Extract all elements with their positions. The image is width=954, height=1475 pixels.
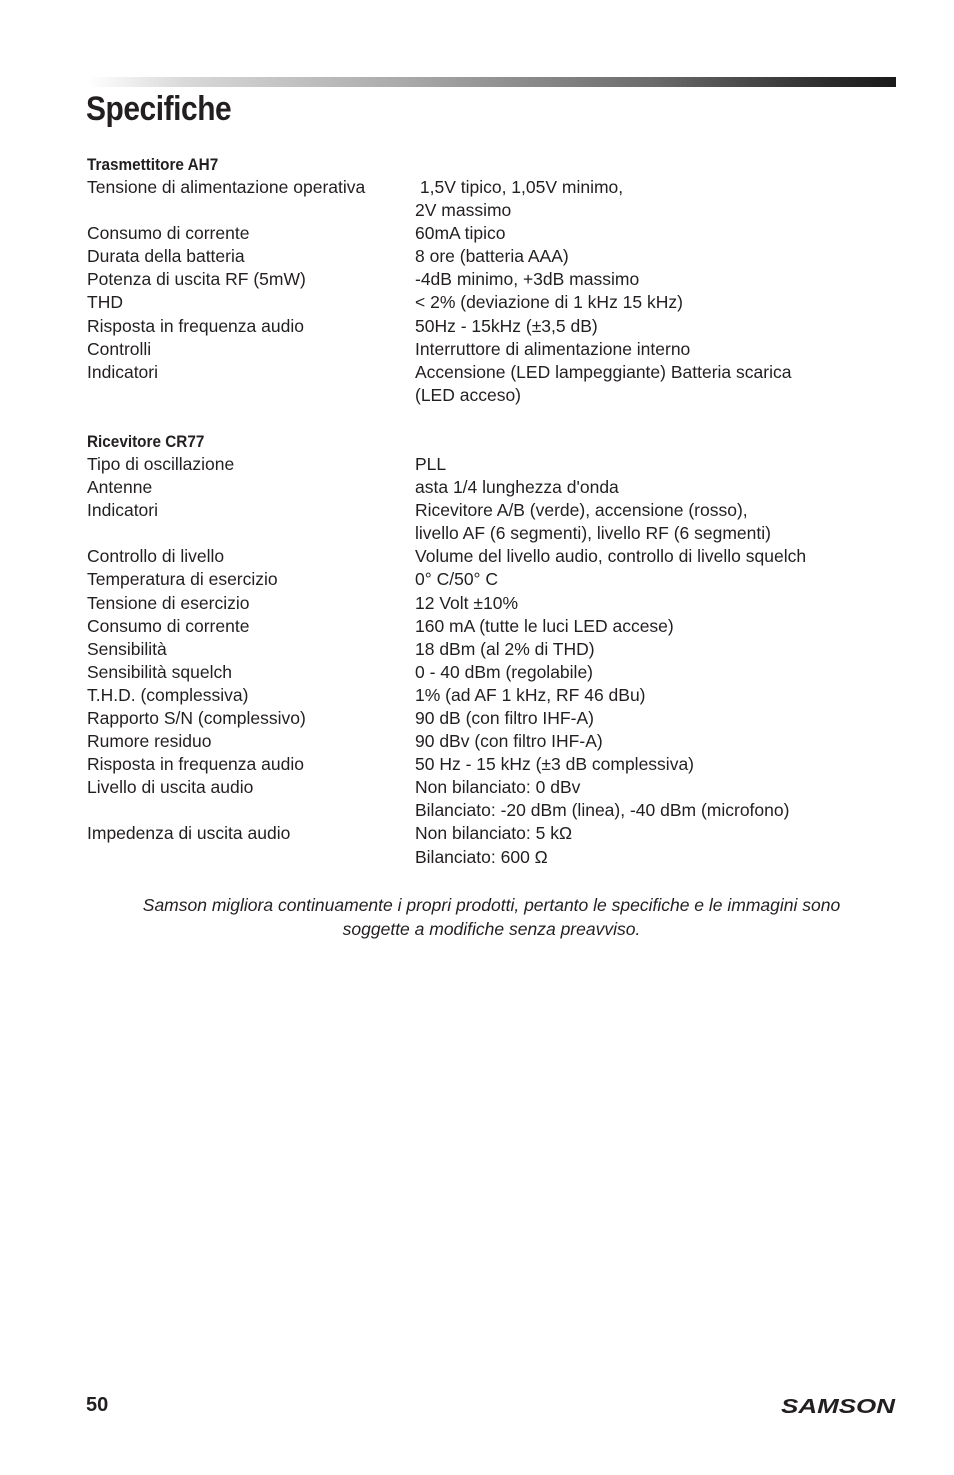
spec-value [415,268,887,291]
receiver-spec-row [87,592,887,615]
spec-label: Rumore residuo [87,731,212,752]
spec-value [415,730,887,753]
transmitter-heading: Trasmettitore AH7 [87,155,219,174]
spec-label: Controlli [87,338,152,359]
spec-value-line: 60mA tipico [415,223,506,244]
spec-value-line: 2V massimo [415,200,512,221]
receiver-spec-row [87,545,887,568]
spec-value-line: (LED acceso) [415,384,522,405]
spec-value-line: asta 1/4 lunghezza d'onda [415,477,619,498]
spec-value [415,338,887,361]
receiver-spec-row [87,499,887,545]
spec-value-line: 12 Volt ±10% [415,592,519,613]
receiver-spec-row [87,615,887,638]
spec-value [415,361,887,407]
spec-value [415,499,887,545]
spec-value [415,822,887,868]
spec-label: THD [87,292,123,313]
spec-label: Tipo di oscillazione [87,453,235,474]
receiver-spec-row [87,776,887,822]
spec-label: Sensibilità [87,638,167,659]
spec-value-line: 18 dBm (al 2% di THD) [415,638,595,659]
spec-label: Temperatura di esercizio [87,569,278,590]
spec-value-line: Non bilanciato: 0 dBv [415,777,581,798]
spec-label: Durata della batteria [87,246,245,267]
page-number: 50 [86,1394,109,1416]
spec-label: Tensione di alimentazione operativa [87,177,366,197]
spec-label: Sensibilità squelch [87,661,232,682]
spec-value [415,707,887,730]
spec-label: T.H.D. (complessiva) [87,684,249,705]
spec-label: Controllo di livello [87,546,225,567]
spec-value-line: PLL [415,453,447,474]
transmitter-spec-row [87,176,887,222]
spec-value-line: 90 dB (con filtro IHF-A) [415,707,594,728]
spec-label: Livello di uscita audio [87,777,254,798]
spec-value [415,315,887,338]
receiver-spec-row [87,453,887,476]
logo-wordmark: SAMSON [781,1396,896,1416]
receiver-spec-row [87,684,887,707]
spec-value-line: 90 dBv (con filtro IHF-A) [415,731,603,752]
spec-label: Risposta in frequenza audio [87,754,304,775]
spec-value-line: 50Hz - 15kHz (±3,5 dB) [415,315,598,336]
transmitter-spec-row [87,361,887,407]
spec-label: Consumo di corrente [87,615,250,636]
spec-label: Consumo di corrente [87,223,250,244]
spec-value-line: 1,5V tipico, 1,05V minimo, [415,177,624,197]
spec-value-line: 8 ore (batteria AAA) [415,246,569,267]
receiver-spec-row [87,661,887,684]
transmitter-spec-row [87,338,887,361]
spec-value [415,176,887,222]
transmitter-spec-row [87,268,887,291]
page-title: Specifiche [86,90,232,128]
spec-value [415,776,887,822]
spec-value-line: Bilanciato: -20 dBm (linea), -40 dBm (microfono) [415,800,790,821]
spec-value [415,568,887,591]
receiver-spec-row [87,476,887,499]
receiver-spec-list [87,453,887,869]
spec-content [87,153,887,869]
header-gradient-bar [87,77,896,87]
spec-value [415,615,887,638]
receiver-heading: Ricevitore CR77 [87,431,205,451]
transmitter-spec-row [87,245,887,268]
spec-value [415,753,887,776]
receiver-spec-row [87,707,887,730]
samson-logo [780,1396,896,1416]
spec-value-line: Ricevitore A/B (verde), accensione (rosso), [415,500,748,521]
spec-value [415,453,887,476]
receiver-spec-row [87,822,887,868]
section-spacer [87,407,887,430]
receiver-spec-row [87,638,887,661]
spec-value-line: Interruttore di alimentazione interno [415,338,691,359]
spec-value-line: Volume del livello audio, controllo di livello squelch [415,546,807,567]
disclaimer-line: soggette a modifiche senza preavviso. [342,918,641,939]
spec-value-line: < 2% (deviazione di 1 kHz 15 kHz) [415,292,683,313]
spec-label: Rapporto S/N (complessivo) [87,707,306,728]
spec-label: Indicatori [87,361,159,382]
spec-value-line: 1% (ad AF 1 kHz, RF 46 dBu) [415,684,646,705]
spec-value-line: 0 - 40 dBm (regolabile) [415,661,593,682]
spec-value-line: 0° C/50° C [415,569,499,590]
spec-value-line: Bilanciato: 600 Ω [415,846,548,867]
disclaimer [87,894,896,941]
spec-value [415,476,887,499]
transmitter-spec-row [87,315,887,338]
spec-value [415,222,887,245]
spec-value [415,684,887,707]
receiver-spec-row [87,568,887,591]
spec-value [415,661,887,684]
spec-label: Indicatori [87,500,159,521]
spec-label: Impedenza di uscita audio [87,823,291,844]
spec-value [415,545,887,568]
transmitter-spec-list [87,176,887,407]
spec-label: Potenza di uscita RF (5mW) [87,269,306,290]
spec-value-line: livello AF (6 segmenti), livello RF (6 segmenti) [415,523,771,544]
spec-label: Antenne [87,477,153,498]
spec-label: Tensione di esercizio [87,592,250,613]
spec-value-line: 160 mA (tutte le luci LED accese) [415,615,674,636]
spec-value [415,291,887,314]
receiver-spec-row [87,730,887,753]
spec-value [415,638,887,661]
spec-value-line: -4dB minimo, +3dB massimo [415,269,640,290]
receiver-spec-row [87,753,887,776]
spec-value-line: 50 Hz - 15 kHz (±3 dB complessiva) [415,754,695,775]
spec-value [415,245,887,268]
transmitter-spec-row [87,222,887,245]
disclaimer-line: Samson migliora continuamente i propri prodotti, pertanto le specifiche e le immagini sono [142,895,841,915]
spec-value [415,592,887,615]
spec-value-line: Non bilanciato: 5 kΩ [415,823,573,844]
spec-value-line: Accensione (LED lampeggiante) Batteria scarica [415,361,792,382]
transmitter-spec-row [87,291,887,314]
spec-label: Risposta in frequenza audio [87,315,304,336]
